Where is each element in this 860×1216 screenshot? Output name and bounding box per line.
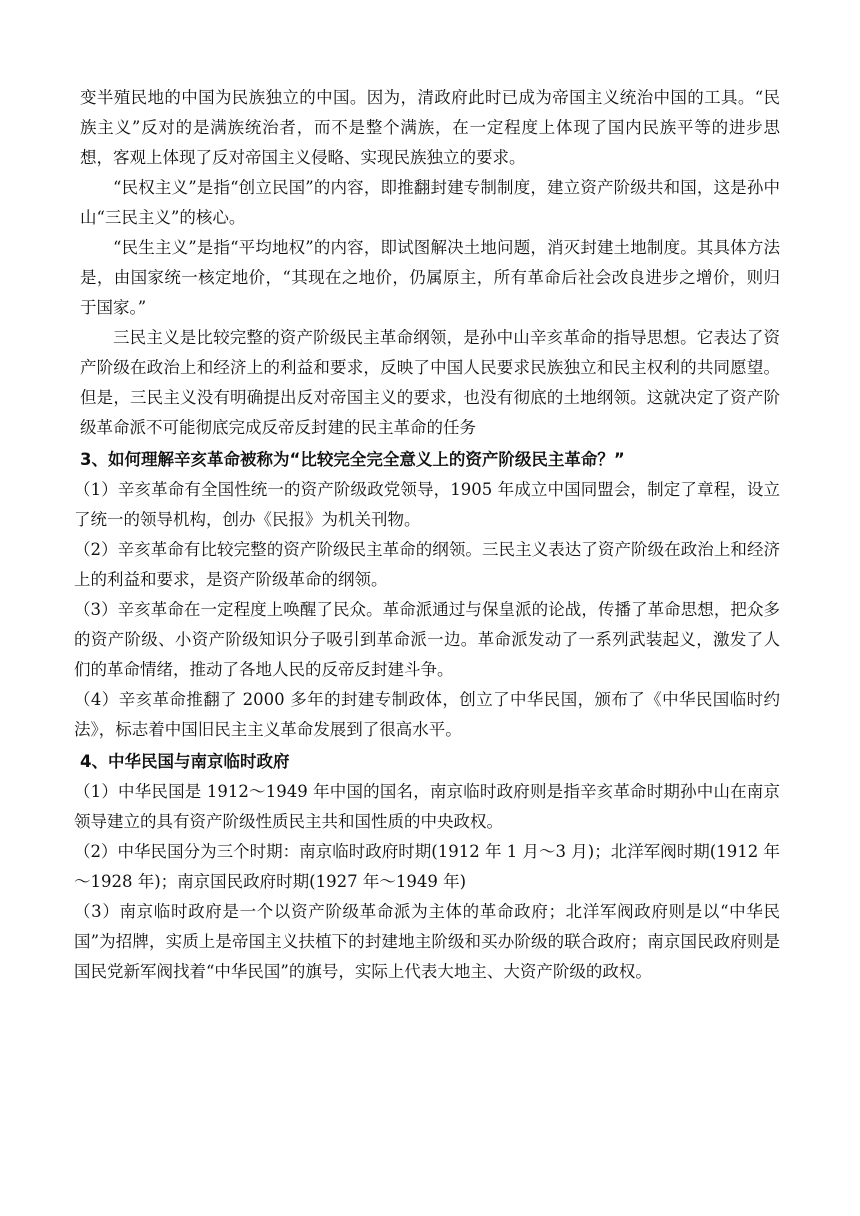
paragraph-minquan-zhuyi: “民权主义”是指“创立民国”的内容，即推翻封建专制制度，建立资产阶级共和国，这是孙中山“三民主义”的核心。	[80, 178, 780, 227]
paragraph-sanmin-zhuyi-summary: 三民主义是比较完整的资产阶级民主革命纲领，是孙中山辛亥革命的指导思想。它表达了资产阶级在政治上和经济上的利益和要求，反映了中国人民要求民族独立和民主权利的共同愿望。但是，三民主义没有明确提出反对帝国主义的要求，也没有彻底的土地纲领。这就决定了资产阶级革命派不可能彻底完成反帝反封建的民主革命的任务	[80, 328, 780, 437]
section-4-item-1: （1）中华民国是 1912～1949 年中国的国名，南京临时政府则是指辛亥革命时期孙中山在南京领导建立的具有资产阶级性质民主共和国性质的中央政权。	[74, 782, 780, 831]
paragraph-minsheng-zhuyi: “民生主义”是指“平均地权”的内容，即试图解决土地问题，消灭封建土地制度。其具体方法是，由国家统一核定地价，“其现在之地价，仍属原主，所有革命后社会改良进步之增价，则归于国家。”	[80, 238, 780, 317]
paragraph-minzu-zhuyi: 变半殖民地的中国为民族独立的中国。因为，清政府此时已成为帝国主义统治中国的工具。“民族主义”反对的是满族统治者，而不是整个满族，在一定程度上体现了国内民族平等的进步思想，客观上体现了反对帝国主义侵略、实现民族独立的要求。	[80, 88, 780, 167]
section-4-item-2: （2）中华民国分为三个时期：南京临时政府时期(1912 年 1 月～3 月)；北洋军阀时期(1912 年～1928 年)；南京国民政府时期(1927 年～1949 年)	[74, 842, 780, 891]
section-3-item-1: （1）辛亥革命有全国性统一的资产阶级政党领导，1905 年成立中国同盟会，制定了章程，设立了统一的领导机构，创办《民报》为机关刊物。	[74, 480, 780, 529]
section-3-item-2: （2）辛亥革命有比较完整的资产阶级民主革命的纲领。三民主义表达了资产阶级在政治上和经济上的利益和要求，是资产阶级革命的纲领。	[74, 540, 780, 589]
section-4-heading: 4、中华民国与南京临时政府	[80, 752, 290, 771]
section-3-heading: 3、如何理解辛亥革命被称为“比较完全完全意义上的资产阶级民主革命？”	[80, 450, 625, 469]
section-3-item-4: （4）辛亥革命推翻了 2000 多年的封建专制政体，创立了中华民国，颁布了《中华民国临时约法》，标志着中国旧民主主义革命发展到了很高水平。	[74, 690, 780, 739]
section-3-item-3: （3）辛亥革命在一定程度上唤醒了民众。革命派通过与保皇派的论战，传播了革命思想，把众多的资产阶级、小资产阶级知识分子吸引到革命派一边。革命派发动了一系列武装起义，激发了人们的革命情绪，推动了各地人民的反帝反封建斗争。	[74, 600, 780, 679]
section-4-item-3: （3）南京临时政府是一个以资产阶级革命派为主体的革命政府；北洋军阀政府则是以“中华民国”为招牌，实质上是帝国主义扶植下的封建地主阶级和买办阶级的联合政府；南京国民政府则是国民党新军阀找着“中华民国”的旗号，实际上代表大地主、大资产阶级的政权。	[74, 902, 780, 981]
document-page	[74, 83, 780, 987]
